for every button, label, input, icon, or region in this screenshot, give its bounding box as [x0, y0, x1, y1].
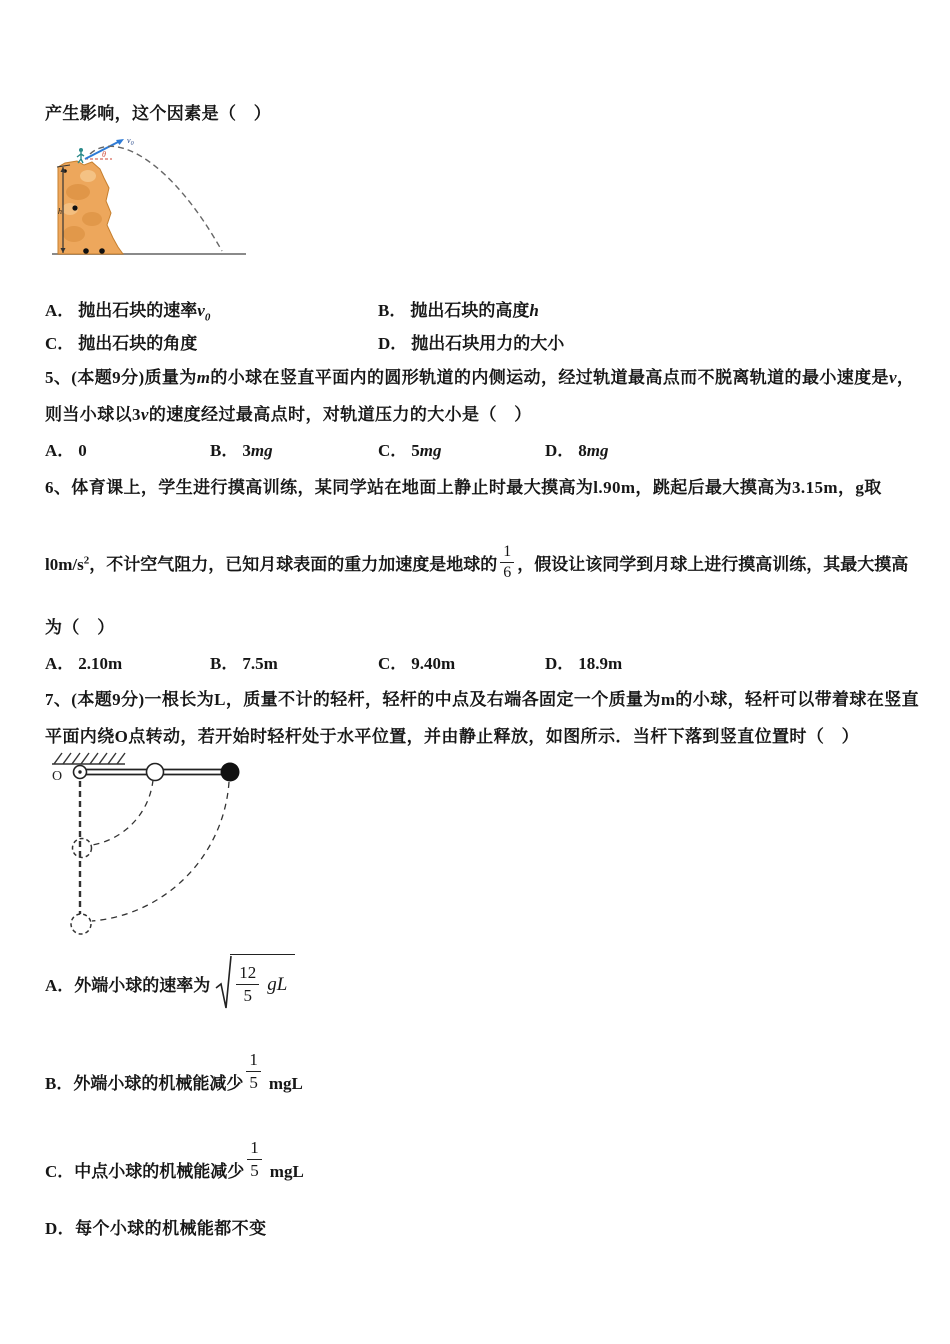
fraction-denominator: 5 [250, 1160, 259, 1180]
v0-label-v: v [127, 136, 131, 145]
gl-term: gL [267, 973, 288, 995]
q6-option-b-label: B． [210, 654, 239, 673]
fraction-denominator: 5 [243, 986, 253, 1005]
q5-l2-text: 则当小球以3 [45, 405, 141, 424]
q6-l2-text2: ，不计空气阻力，已知月球表面的重力加速度是地球的 [89, 554, 498, 574]
q6-l2-text3: ，假设让该同学到月球上进行摸高训练，其最大摸高 [517, 554, 909, 574]
end-ball-final [71, 914, 91, 934]
q5-l1-text3: ， [896, 368, 915, 387]
q6-option-a-value: 2.10m [78, 654, 123, 673]
mgl-term: mgL [268, 1074, 303, 1093]
cliff-projectile-figure [50, 134, 250, 260]
q6-option-a-label: A． [45, 654, 75, 673]
q7-option-b-label: B． [45, 1074, 74, 1093]
q7-option-b [45, 1046, 303, 1094]
q5-var-m: m [196, 368, 211, 387]
q6-option-b-value: 7.5m [242, 654, 278, 673]
midpoint-ball [147, 764, 164, 781]
q7-option-a-text: 外端小球的速率为 [74, 975, 211, 995]
q4-option-b-var: h [529, 301, 539, 320]
arc-mid-trajectory [92, 780, 153, 845]
q4-option-d [378, 329, 564, 354]
one-fifth-fraction [246, 1049, 261, 1094]
q5-option-a-value: 0 [78, 441, 87, 460]
pebble-dot [72, 205, 77, 210]
q5-option-d [545, 436, 609, 461]
q6-l1-text: 6、体育课上，学生进行摸高训练，某同学站在地面上静止时最大摸高为l.90m，跳起后最大摸高为3.15m，g取 [45, 478, 882, 497]
q5-option-a [45, 436, 87, 461]
o-label: O [52, 769, 63, 784]
q4-options-row-2 [0, 329, 950, 353]
twelve-fifths-fraction [236, 962, 259, 1007]
q5-l2-text2: 的速度经过最高点时，对轨道压力的大小是（ ） [148, 405, 532, 424]
cliff-texture-blob [82, 212, 102, 226]
q5-option-d-label: D． [545, 441, 575, 460]
q4-intro-line [45, 103, 271, 124]
one-sixth-fraction [500, 542, 514, 581]
q5-options-row [0, 436, 950, 460]
q7-line-1 [45, 689, 919, 710]
q6-l2-unit-sup: 2 [83, 553, 90, 566]
person-figure [79, 148, 83, 152]
arc-end-trajectory [92, 782, 229, 921]
q6-option-d-label: D． [545, 654, 575, 673]
q4-option-a-text: 抛出石块的速率 [78, 301, 198, 320]
pivot-support-hatching [52, 753, 125, 764]
fraction-denominator: 6 [503, 563, 512, 581]
q6-l3-text: 为（ ） [45, 618, 115, 637]
radicand [230, 954, 295, 1012]
pivot-dot [78, 770, 81, 773]
q5-option-c-num: 5 [411, 441, 420, 460]
q6-options-row [0, 649, 950, 673]
q7-option-c [45, 1134, 304, 1182]
q6-option-c-value: 9.40m [411, 654, 456, 673]
q4-option-a-label: A． [45, 301, 75, 320]
q6-line-1 [45, 477, 882, 498]
one-fifth-fraction [247, 1137, 262, 1182]
q4-intro-text: 产生影响，这个因素是（ ） [45, 104, 272, 123]
fraction-denominator: 5 [249, 1072, 258, 1092]
fraction-numerator: 12 [236, 962, 259, 985]
q7-option-c-label: C． [45, 1162, 75, 1181]
q7-line-2 [45, 726, 859, 747]
fraction-numerator: 1 [500, 542, 514, 562]
q5-line-2 [45, 404, 532, 425]
q6-option-b [210, 649, 278, 674]
q5-option-c-var: mg [419, 441, 442, 460]
q5-option-b-num: 3 [242, 441, 251, 460]
q5-option-b-label: B． [210, 441, 239, 460]
q5-option-b-var: mg [250, 441, 273, 460]
q7-l2-text: 平面内绕O点转动，若开始时轻杆处于水平位置，并由静止释放，如图所示．当杆下落到竖直位置时（ ） [45, 727, 860, 746]
q5-option-d-num: 8 [578, 441, 587, 460]
q5-l1-text2: 的小球在竖直平面内的圆形轨道的内侧运动，经过轨道最高点而不脱离轨道的最小速度是 [210, 368, 889, 387]
q5-var-v: v [888, 368, 897, 387]
cliff-texture-blob [63, 226, 85, 242]
q6-option-c [378, 649, 455, 674]
v0-label-sub: 0 [130, 141, 134, 147]
theta-label: θ [102, 150, 106, 159]
midpoint-ball-final [73, 839, 92, 858]
q4-option-a [45, 296, 210, 323]
q4-option-c-text: 抛出石块的角度 [78, 334, 198, 353]
fraction-numerator: 1 [247, 1137, 262, 1160]
q7-option-c-text: 中点小球的机械能减少 [74, 1162, 245, 1181]
pebble-dot [99, 248, 105, 254]
q5-line-1 [45, 367, 914, 388]
q7-option-b-text: 外端小球的机械能减少 [73, 1074, 244, 1093]
end-ball [221, 763, 240, 782]
q4-option-a-var-sub: 0 [204, 311, 211, 324]
q6-l2-unit: l0m/s [45, 554, 84, 574]
q7-option-d-label: D． [45, 1219, 76, 1238]
q6-l2-text [45, 550, 497, 575]
q6-line-3 [45, 617, 115, 638]
q5-l1-text: 5、(本题9分)质量为 [45, 368, 197, 387]
q6-option-a [45, 649, 122, 674]
pebble-dot [83, 248, 89, 254]
q7-option-a [45, 952, 295, 1014]
h-label: h [58, 207, 62, 216]
fraction-numerator: 1 [246, 1049, 261, 1072]
q4-option-c [45, 329, 197, 354]
q4-option-d-text: 抛出石块用力的大小 [411, 334, 565, 353]
q4-option-c-label: C． [45, 334, 75, 353]
q6-line-2 [45, 534, 908, 590]
q5-option-a-label: A． [45, 441, 75, 460]
q4-option-d-label: D． [378, 334, 408, 353]
sqrt-expression [215, 954, 295, 1012]
q4-option-a-var: v [197, 301, 205, 320]
q5-var-3v: v [140, 405, 149, 424]
mgl-term: mgL [269, 1162, 304, 1181]
q4-options-row-1 [0, 296, 950, 324]
rod-pivot-figure [30, 748, 260, 943]
q7-option-a-label: A． [45, 975, 75, 995]
q7-option-d-text: 每个小球的机械能都不变 [75, 1219, 267, 1238]
q4-option-b [378, 296, 539, 321]
q5-option-c-label: C． [378, 441, 408, 460]
q7-option-d [45, 1218, 266, 1239]
cliff-texture-blob [80, 170, 96, 182]
q7-l1-text: 7、(本题9分)一根长为L，质量不计的轻杆，轻杆的中点及右端各固定一个质量为m的小球，轻杆可以带着球在竖直 [45, 690, 920, 709]
q4-option-b-label: B． [378, 301, 407, 320]
q6-option-c-label: C． [378, 654, 408, 673]
q5-option-c [378, 436, 442, 461]
q5-option-d-var: mg [586, 441, 609, 460]
v0-label [127, 136, 134, 147]
q6-option-d-value: 18.9m [578, 654, 623, 673]
q6-option-d [545, 649, 622, 674]
q5-option-b [210, 436, 273, 461]
cliff-texture-blob [66, 184, 90, 200]
q4-option-b-text: 抛出石块的高度 [410, 301, 530, 320]
